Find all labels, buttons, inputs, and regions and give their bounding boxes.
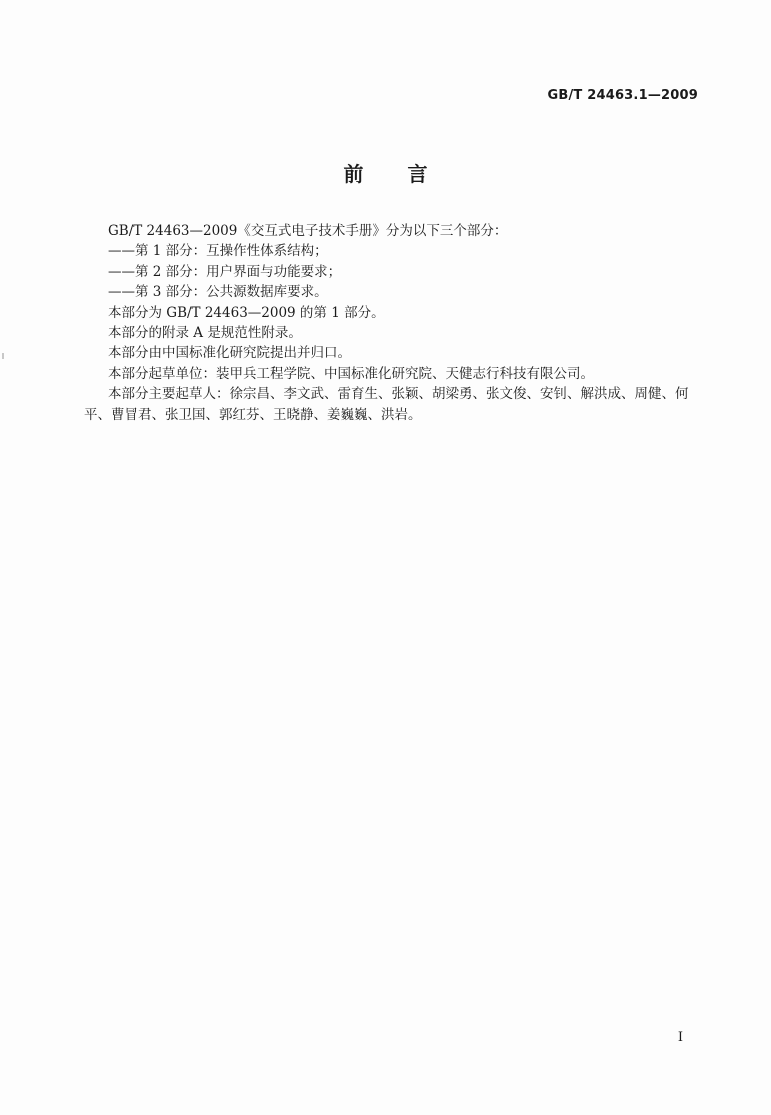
- paragraph-annex: 本部分的附录 A 是规范性附录。: [108, 325, 302, 342]
- paragraph-proposed-by: 本部分由中国标准化研究院提出并归口。: [108, 345, 351, 362]
- foreword-body: [84, 221, 704, 425]
- list-item-part-1: ——第 1 部分：互操作性体系结构；: [108, 243, 328, 260]
- paragraph-this-part: 本部分为 GB/T 24463—2009 的第 1 部分。: [108, 304, 385, 321]
- list-item-part-3: ——第 3 部分：公共源数据库要求。: [108, 284, 328, 301]
- paragraph-drafters: 本部分主要起草人：徐宗昌、李文武、雷育生、张颖、胡梁勇、张文俊、安钊、解洪成、周健、何平、曹冒君、张卫国、郭红芬、王晓静、姜巍巍、洪岩。: [84, 386, 689, 423]
- list-item-part-2: ——第 2 部分：用户界面与功能要求；: [108, 263, 342, 280]
- page-title: 前言: [343, 162, 472, 186]
- page-number: I: [677, 1030, 683, 1045]
- scan-mark: [2, 353, 4, 359]
- paragraph-parts-intro: GB/T 24463—2009《交互式电子技术手册》分为以下三个部分：: [108, 223, 508, 239]
- paragraph-drafting-units: 本部分起草单位：装甲兵工程学院、中国标准化研究院、天健志行科技有限公司。: [108, 365, 594, 382]
- standard-number: GB/T 24463.1—2009: [547, 88, 698, 103]
